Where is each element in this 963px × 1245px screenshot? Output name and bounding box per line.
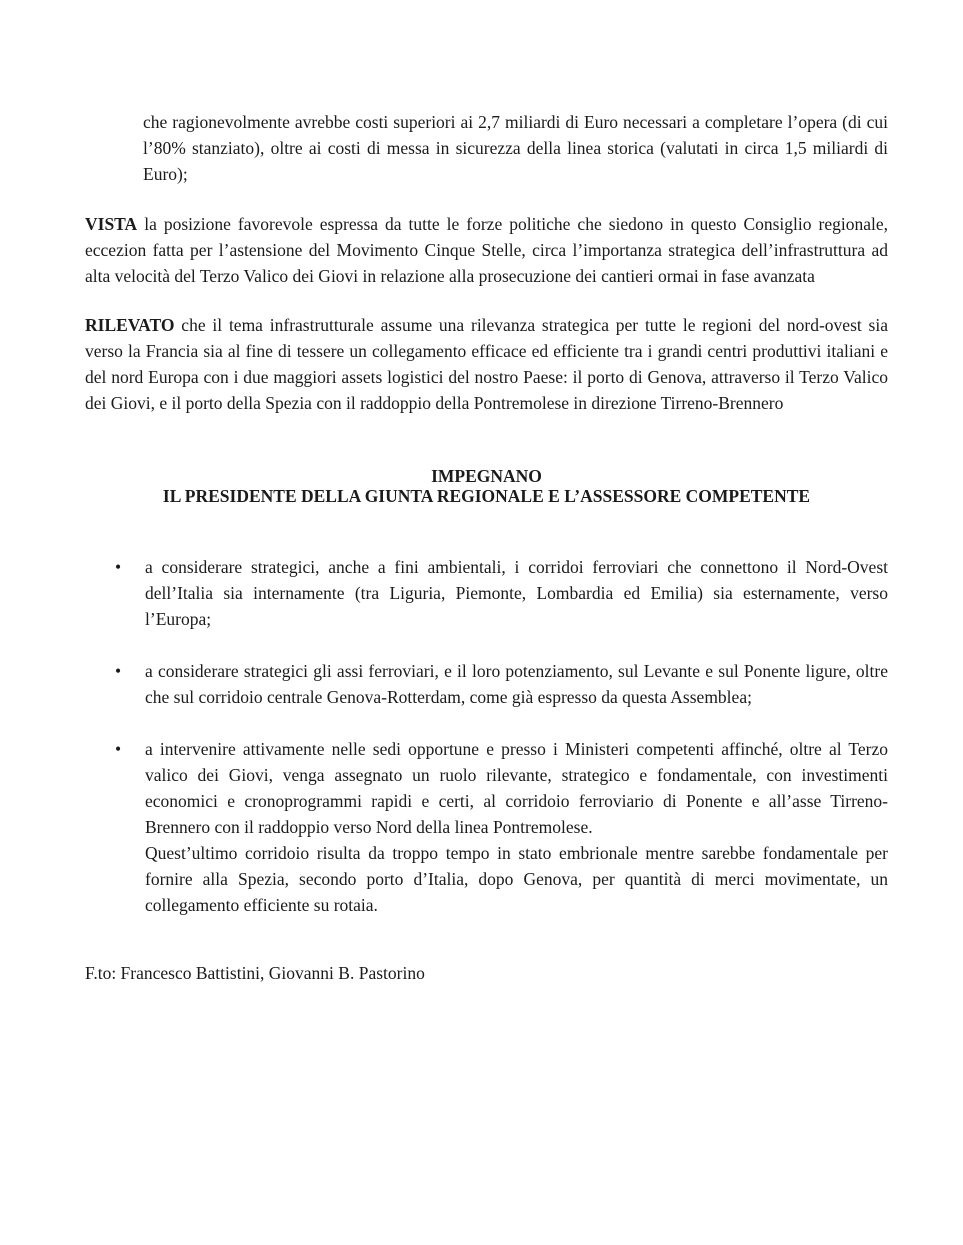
list-item-continuation: Quest’ultimo corridoio risulta da troppo tempo in stato embrionale mentre sarebbe fondamentale per fornire alla Spezia, secondo porto d’Italia, dopo Genova, per quantità di merci movimentate, un collegamento efficiente su rotaia. <box>145 843 888 915</box>
resolution-heading <box>85 466 888 506</box>
rilevato-paragraph <box>85 312 888 416</box>
vista-paragraph <box>85 211 888 289</box>
list-item-text: a considerare strategici gli assi ferroviari, e il loro potenziamento, sul Levante e sul Ponente ligure, oltre che sul corridoio centrale Genova-Rotterdam, come già espresso da questa Assemblea; <box>145 661 888 707</box>
vista-text: la posizione favorevole espressa da tutte le forze politiche che siedono in questo Consiglio regionale, eccezion fatta per l’astensione del Movimento Cinque Stelle, circa l’importanza strategica dell’infrastruttura ad alta velocità del Terzo Valico dei Giovi in relazione alla prosecuzione dei cantieri ormai in fase avanzata <box>85 214 888 286</box>
resolution-heading-line1: IMPEGNANO <box>431 466 542 486</box>
document-content <box>85 0 888 986</box>
bullet-icon: • <box>115 739 122 759</box>
list-item <box>85 736 888 918</box>
list-item-text: a considerare strategici, anche a fini ambientali, i corridoi ferroviari che connettono il Nord-Ovest dell’Italia sia internamente (tra Liguria, Piemonte, Lombardia ed Emilia) sia esternamente, verso l’Europa; <box>145 557 888 629</box>
vista-lead: VISTA <box>85 214 138 234</box>
list-item <box>85 658 888 710</box>
bullet-icon: • <box>115 661 122 681</box>
bullet-icon: • <box>115 557 122 577</box>
rilevato-lead: RILEVATO <box>85 315 175 335</box>
resolution-heading-line2: IL PRESIDENTE DELLA GIUNTA REGIONALE E L’ASSESSORE COMPETENTE <box>162 486 811 506</box>
signature-line: F.to: Francesco Battistini, Giovanni B. Pastorino <box>85 963 425 983</box>
commitments-list <box>85 554 888 918</box>
intro-paragraph: che ragionevolmente avrebbe costi superiori ai 2,7 miliardi di Euro necessari a completare l’opera (di cui l’80% stanziato), oltre ai costi di messa in sicurezza della linea storica (valutati in circa 1,5 miliardi di Euro); <box>143 112 888 184</box>
list-item <box>85 554 888 632</box>
rilevato-text: che il tema infrastrutturale assume una rilevanza strategica per tutte le regioni del nord-ovest sia verso la Francia sia al fine di tessere un collegamento efficace ed efficiente tra i grandi centri produttivi italiani e del nord Europa con i due maggiori assets logistici del nostro Paese: il porto di Genova, attraverso il Terzo Valico dei Giovi, e il porto della Spezia con il raddoppio della Pontremolese in direzione Tirreno-Brennero <box>85 315 888 413</box>
list-item-text: a intervenire attivamente nelle sedi opportune e presso i Ministeri competenti affinché, oltre al Terzo valico dei Giovi, venga assegnato un ruolo rilevante, strategico e fondamentale, con investimenti economici e cronoprogrammi rapidi e certi, al corridoio ferroviario di Ponente e all’asse Tirreno-Brennero con il raddoppio verso Nord della linea Pontremolese. <box>145 739 888 837</box>
